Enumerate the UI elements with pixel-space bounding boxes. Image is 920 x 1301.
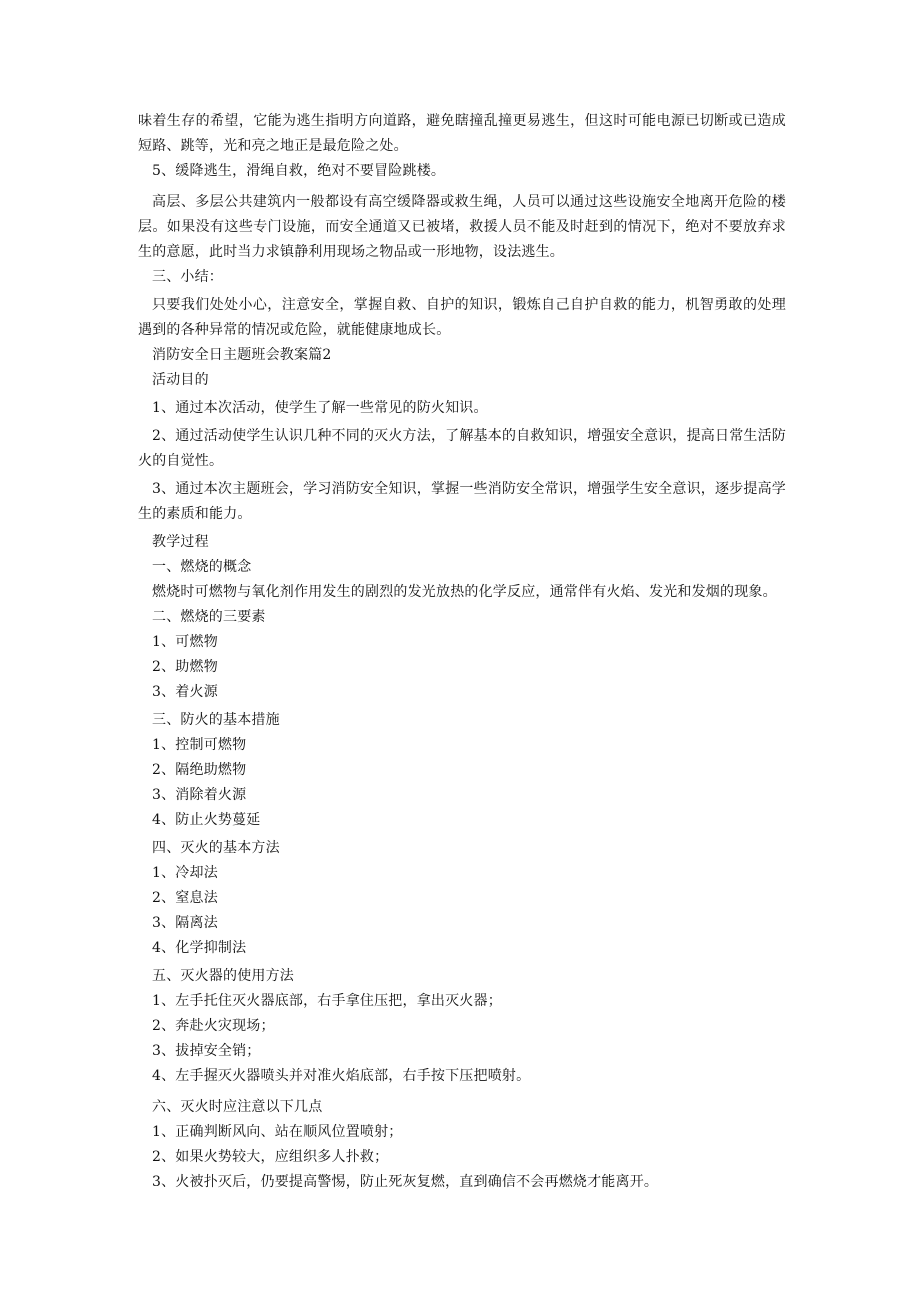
- paragraph: 活动目的: [152, 372, 209, 388]
- paragraph: 1、控制可燃物: [152, 737, 247, 753]
- paragraph: 三、小结：: [152, 269, 223, 285]
- paragraph: 燃烧时可燃物与氧化剂作用发生的剧烈的发光放热的化学反应，通常伴有火焰、发光和发烟的现象。: [152, 584, 777, 600]
- paragraph: 2、隔绝助燃物: [152, 762, 247, 778]
- paragraph: 1、冷却法: [152, 865, 218, 881]
- paragraph: 味着生存的希望，它能为逃生指明方向道路，避免瞎撞乱撞更易逃生，但这时可能电源已切断或已造成短路、跳等，光和亮之地正是最危险之处。: [138, 113, 786, 154]
- paragraph: 3、着火源: [152, 684, 218, 700]
- paragraph: 1、正确判断风向、站在顺风位置喷射；: [152, 1124, 403, 1140]
- paragraph: 三、防火的基本措施: [152, 712, 280, 728]
- paragraph: 1、通过本次活动，使学生了解一些常见的防火知识。: [152, 400, 488, 416]
- paragraph: 六、灭火时应注意以下几点: [152, 1099, 323, 1115]
- paragraph: 2、如果火势较大，应组织多人扑救；: [152, 1149, 389, 1165]
- document-page: [138, 109, 786, 1195]
- paragraph: 2、助燃物: [152, 659, 218, 675]
- paragraph: 3、火被扑灭后，仍要提高警惕，防止死灰复燃，直到确信不会再燃烧才能离开。: [152, 1174, 659, 1190]
- paragraph: 五、灭火器的使用方法: [152, 968, 294, 984]
- paragraph: 2、窒息法: [152, 890, 218, 906]
- paragraph: 3、消除着火源: [152, 787, 247, 803]
- paragraph: 只要我们处处小心，注意安全，掌握自救、自护的知识，锻炼自己自护自救的能力，机智勇敢的处理遇到的各种异常的情况或危险，就能健康地成长。: [138, 297, 786, 338]
- paragraph: 5、缓降逃生，滑绳自救，绝对不要冒险跳楼。: [152, 163, 446, 179]
- paragraph: 1、可燃物: [152, 634, 218, 650]
- paragraph: 1、左手托住灭火器底部，右手拿住压把，拿出灭火器；: [152, 993, 502, 1009]
- paragraph: 高层、多层公共建筑内一般都设有高空缓降器或救生绳，人员可以通过这些设施安全地离开危险的楼层。如果没有这些专门设施，而安全通道又已被堵，救援人员不能及时赶到的情况下，绝对不要放弃求生的意愿，此时当力求镇静利用现场之物品或一形地物，设法逃生。: [138, 194, 786, 260]
- paragraph: 3、拔掉安全销；: [152, 1043, 261, 1059]
- paragraph: 2、奔赴火灾现场；: [152, 1018, 275, 1034]
- paragraph: 2、通过活动使学生认识几种不同的灭火方法，了解基本的自救知识，增强安全意识，提高日常生活防火的自觉性。: [138, 428, 786, 469]
- paragraph: 四、灭火的基本方法: [152, 840, 280, 856]
- paragraph: 二、燃烧的三要素: [152, 609, 266, 625]
- paragraph: 教学过程: [152, 534, 209, 550]
- paragraph: 4、左手握灭火器喷头并对准火焰底部，右手按下压把喷射。: [152, 1068, 531, 1084]
- paragraph: 4、防止火势蔓延: [152, 812, 261, 828]
- paragraph: 一、燃烧的概念: [152, 559, 252, 575]
- paragraph: 3、通过本次主题班会，学习消防安全知识，掌握一些消防安全常识，增强学生安全意识，逐步提高学生的素质和能力。: [138, 481, 786, 522]
- paragraph: 消防安全日主题班会教案篇2: [152, 347, 332, 363]
- paragraph: 3、隔离法: [152, 915, 218, 931]
- paragraph: 4、化学抑制法: [152, 940, 247, 956]
